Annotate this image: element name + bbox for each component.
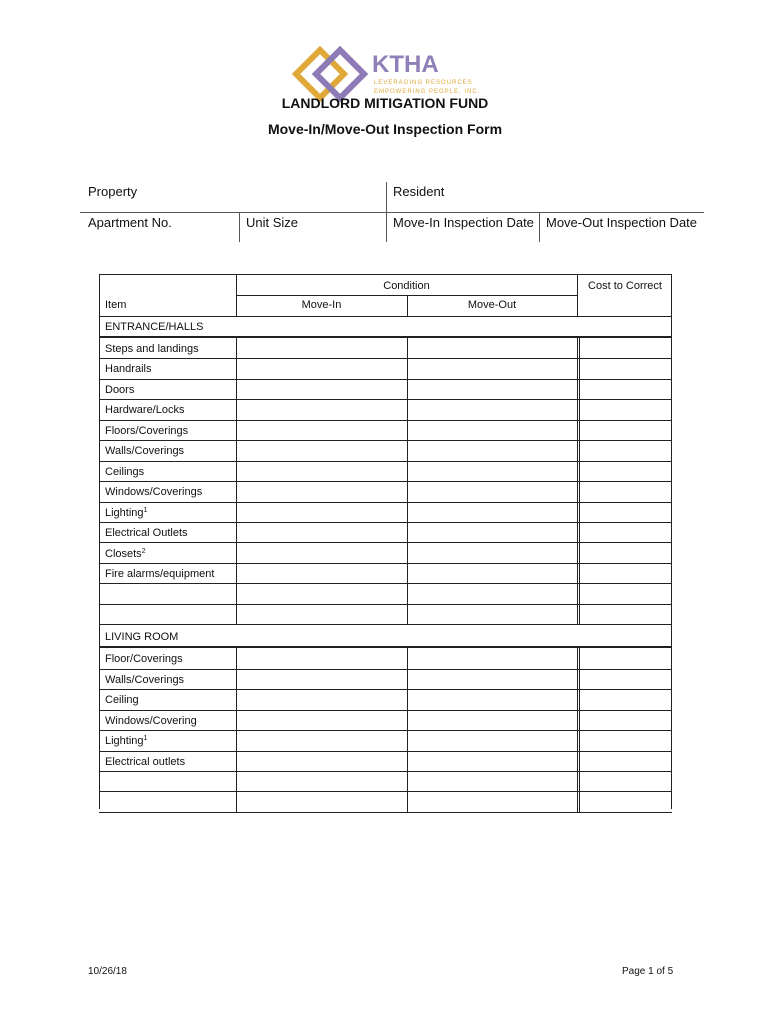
table-row-label: Windows/Covering <box>105 714 197 727</box>
table-row-divider <box>99 440 672 441</box>
column-header-item: Item <box>105 299 127 311</box>
table-gridline <box>236 338 237 624</box>
header-divider <box>80 212 704 213</box>
move-out-date-label: Move-Out Inspection Date <box>546 215 698 230</box>
table-gridline <box>577 648 578 812</box>
column-header-cost: Cost to Correct <box>588 280 662 292</box>
table-row-label: Floor/Coverings <box>105 653 183 666</box>
table-gridline <box>99 274 672 275</box>
footer-page: Page 1 of 5 <box>622 966 674 977</box>
column-header-move-out: Move-Out <box>467 299 517 311</box>
property-label: Property <box>88 184 138 199</box>
table-row-label: Hardware/Locks <box>105 404 185 417</box>
table-row-divider <box>99 710 672 711</box>
unit-size-label: Unit Size <box>246 215 299 230</box>
form-subtitle: Move-In/Move-Out Inspection Form <box>267 121 503 137</box>
table-row-divider <box>99 563 672 564</box>
footer-date: 10/26/18 <box>88 966 127 977</box>
table-gridline <box>407 338 408 624</box>
form-title: LANDLORD MITIGATION FUND <box>281 95 489 111</box>
table-row-divider <box>99 358 672 359</box>
table-row-label: Walls/Coverings <box>105 673 185 686</box>
table-gridline <box>99 316 672 317</box>
section-title: ENTRANCE/HALLS <box>105 321 204 333</box>
table-row-divider <box>99 481 672 482</box>
section-divider <box>99 336 672 338</box>
table-row-label: Floors/Coverings <box>105 424 189 437</box>
table-row-divider <box>99 791 672 792</box>
column-header-move-in: Move-In <box>301 299 342 311</box>
header-divider <box>539 213 540 242</box>
table-row-divider <box>99 420 672 421</box>
table-row-divider <box>99 730 672 731</box>
table-row-divider <box>99 751 672 752</box>
table-row-label: Lighting$^1$ <box>105 506 148 519</box>
table-gridline <box>407 648 408 812</box>
table-row-label: Doors <box>105 383 135 396</box>
table-row-label: Lighting$^1$ <box>105 735 148 748</box>
table-gridline <box>577 338 578 624</box>
column-header-condition: Condition <box>383 280 430 292</box>
table-gridline <box>577 274 578 316</box>
table-row-divider <box>99 604 672 605</box>
table-row-divider <box>99 542 672 543</box>
logo-name: KTHA <box>372 51 439 78</box>
table-row-divider <box>99 461 672 462</box>
table-row-divider <box>99 624 672 625</box>
table-row-label: Closets$^2$ <box>105 547 146 560</box>
table-row-divider <box>99 399 672 400</box>
move-in-date-label: Move-In Inspection Date <box>393 215 534 230</box>
inspection-table <box>99 274 672 809</box>
apartment-label: Apartment No. <box>88 215 172 230</box>
table-row-label: Ceilings <box>105 465 145 478</box>
table-row-label: Walls/Coverings <box>105 445 185 458</box>
footnote-marker: 1 <box>143 506 148 514</box>
table-row-label: Fire alarms/equipment <box>105 567 215 580</box>
logo-tagline-1: LEVERAGING RESOURCES <box>374 80 473 86</box>
table-row-divider <box>99 669 672 670</box>
table-row-label: Electrical Outlets <box>105 527 188 540</box>
section-title: LIVING ROOM <box>105 631 179 644</box>
table-row-divider <box>99 689 672 690</box>
table-row-label: Handrails <box>105 363 152 376</box>
table-gridline <box>236 648 237 812</box>
table-gridline <box>579 648 580 812</box>
table-row-divider <box>99 379 672 380</box>
table-row-divider <box>99 812 672 813</box>
table-row-divider <box>99 502 672 503</box>
resident-label: Resident <box>393 184 445 199</box>
header-divider <box>239 213 240 242</box>
table-row-divider <box>99 583 672 584</box>
logo-tagline-2: EMPOWERING PEOPLE, INC. <box>374 89 481 95</box>
header-divider <box>386 182 387 242</box>
table-gridline <box>579 338 580 624</box>
table-row-divider <box>99 522 672 523</box>
table-row-label: Ceiling <box>105 694 139 707</box>
section-divider <box>99 646 672 648</box>
footnote-marker: 1 <box>143 735 148 743</box>
footnote-marker: 2 <box>141 547 146 555</box>
table-row-label: Electrical outlets <box>105 755 186 768</box>
table-row-label: Steps and landings <box>105 343 199 355</box>
table-row-divider <box>99 771 672 772</box>
table-row-label: Windows/Coverings <box>105 486 203 499</box>
